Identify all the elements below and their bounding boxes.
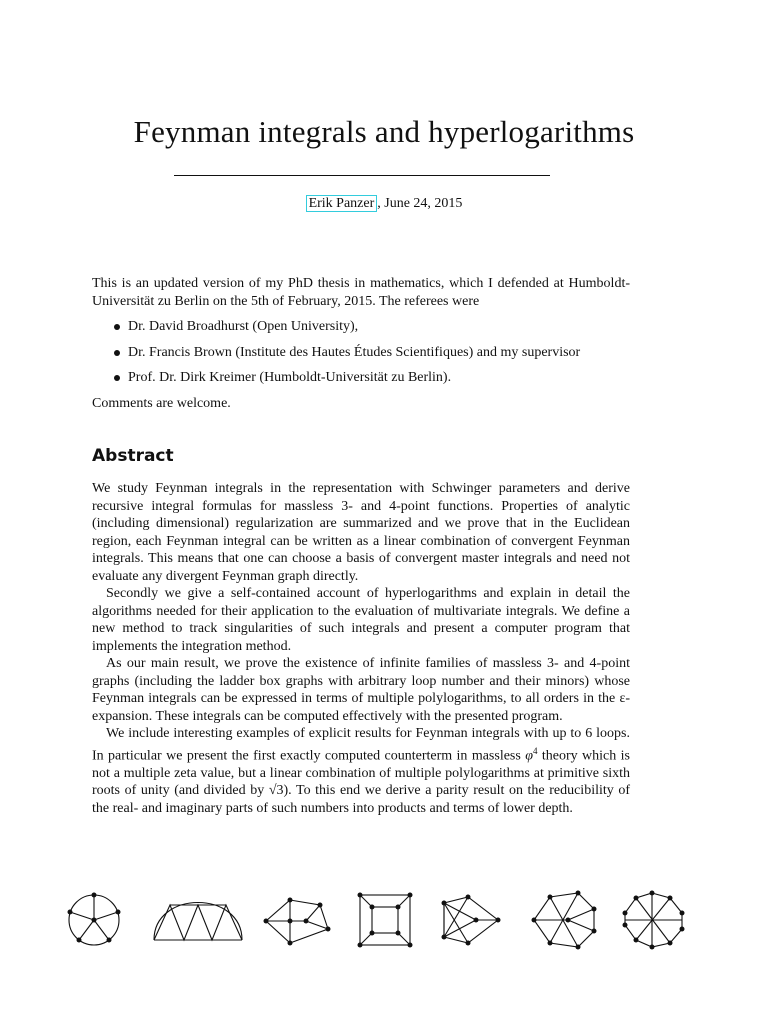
- byline-date: , June 24, 2015: [377, 196, 463, 211]
- page-title: Feynman integrals and hyperlogarithms: [133, 114, 635, 149]
- list-item: [92, 344, 630, 362]
- graph-pentagon: [264, 898, 331, 946]
- author-link[interactable]: Erik Panzer: [306, 195, 378, 212]
- graph-cube: [358, 893, 413, 948]
- text-run: ). To this end we derive a parity result on the reducibility of the real- and imaginary parts of such numbers into products and terms of lower depth.: [92, 783, 630, 816]
- abstract-paragraph: As our main result, we prove the existence of infinite families of massless 3- and 4-point graphs (including the ladder box graphs with arbitrary loop number and their minors) whose Feynman integrals can be expressed in terms of multiple polylogarithms, to all orders in the ε-expansion. These integrals can be computed effectively with the presented program.: [92, 656, 630, 724]
- phi-exponent: 4: [532, 745, 538, 756]
- comments-note: Comments are welcome.: [92, 395, 231, 411]
- bullet-icon: [114, 375, 120, 381]
- graph-wheel: [68, 893, 121, 946]
- list-item: [92, 318, 630, 336]
- intro-section: [92, 275, 630, 412]
- text-run: theory which is not a multiple zeta value, but a linear combination of multiple polylogarithms at primitive sixth roots of unity (and divided by: [92, 748, 630, 799]
- feynman-graphs-strip: [58, 885, 698, 955]
- abstract-paragraph: Secondly we give a self-contained account of hyperlogarithms and explain in detail the algorithms needed for their application to the evaluation of multivariate integrals. We define a new method to track singularities of such integrals and present a computer program that implements the integration method.: [92, 586, 630, 654]
- title-rule: [174, 175, 550, 176]
- abstract-paragraph: We study Feynman integrals in the representation with Schwinger parameters and derive recursive integral formulas for massless 3- and 4-point functions. Properties of analytic (including dimensional) regularization are summarized and we prove that in the Euclidean region, each Feynman integral can be written as a linear combination of convergent Feynman integrals. This means that one can choose a basis of convergent master integrals and need not evaluate any divergent Feynman graph directly.: [92, 481, 630, 584]
- graph-octagon-star: [623, 891, 685, 950]
- bullet-icon: [114, 324, 120, 330]
- list-item: [92, 369, 630, 387]
- referee-name: Dr. David Broadhurst (Open University),: [128, 319, 359, 334]
- referee-name: Dr. Francis Brown (Institute des Hautes Études Scientifiques) and my supervisor: [128, 344, 581, 360]
- abstract-heading: Abstract: [92, 446, 174, 466]
- bullet-icon: [114, 350, 120, 356]
- abstract-paragraph: [92, 725, 630, 817]
- abstract-body: [92, 480, 630, 817]
- sqrt-three: √3: [268, 783, 284, 799]
- referee-list: [92, 318, 630, 387]
- referee-name: Prof. Dr. Dirk Kreimer (Humboldt-Universität zu Berlin).: [128, 370, 452, 385]
- graph-hexagon-cross: [442, 895, 501, 946]
- phi-symbol: φ: [525, 748, 533, 764]
- byline: [0, 196, 768, 212]
- text-run: We include interesting examples of explicit results for Feynman integrals with up to 6 loops. In particular we present the first exactly computed counterterm in massless: [92, 726, 630, 764]
- intro-paragraph: This is an updated version of my PhD thesis in mathematics, which I defended at Humboldt-Universität zu Berlin on the 5th of February, 2015. The referees were: [92, 276, 630, 309]
- graph-zigzag: [154, 903, 242, 941]
- graph-octagon-cross: [532, 891, 597, 950]
